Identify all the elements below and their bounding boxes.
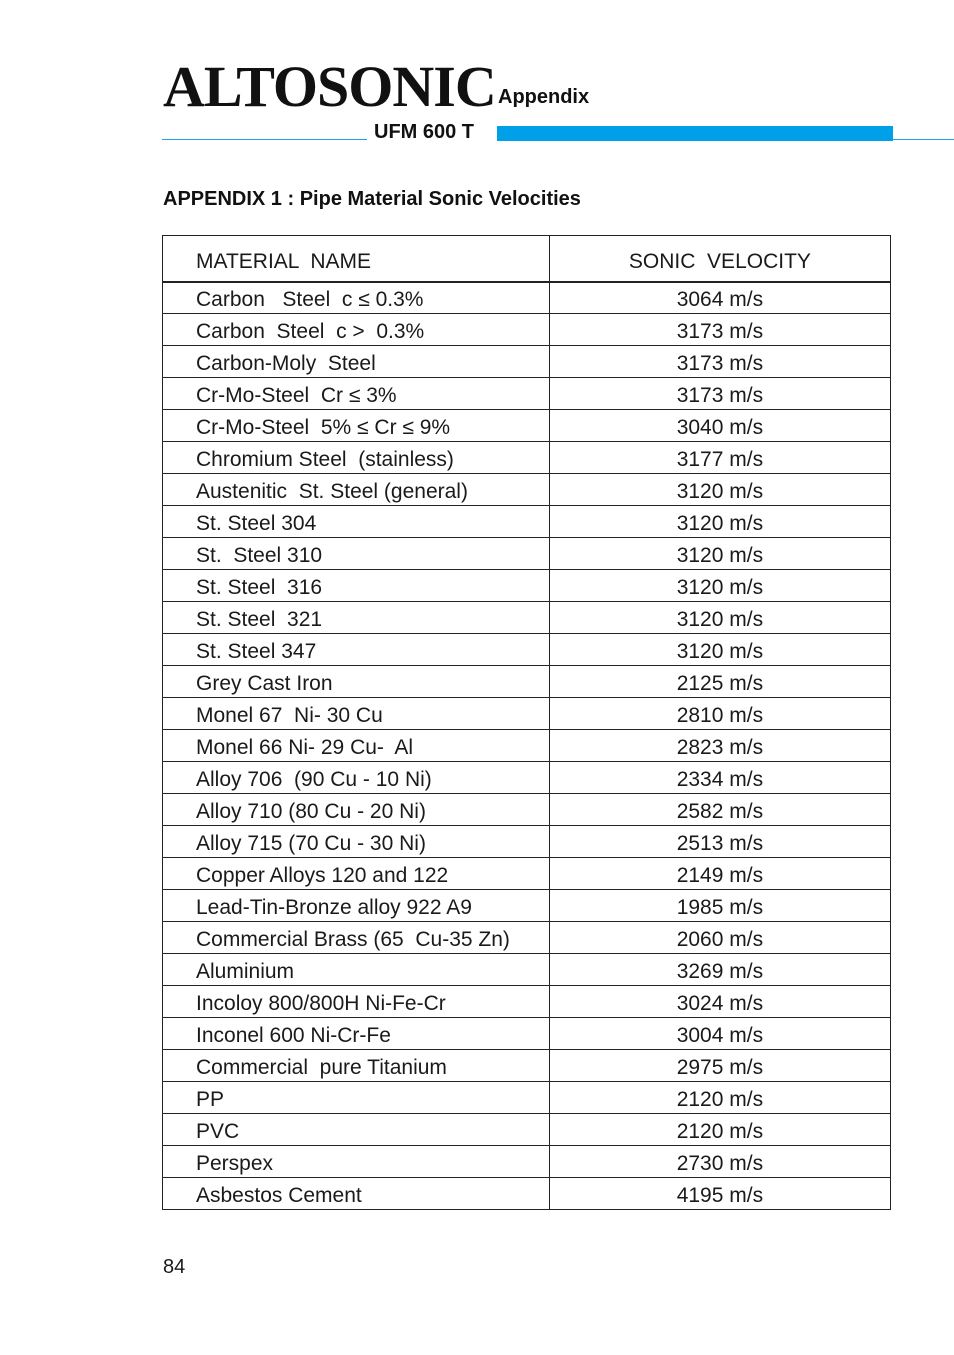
material-name-cell: St. Steel 310 bbox=[163, 538, 550, 570]
header-rule-right bbox=[893, 139, 954, 140]
model-label: UFM 600 T bbox=[374, 121, 475, 143]
brand-logo-text: ALTOSONIC bbox=[163, 54, 496, 119]
sonic-velocity-cell: 2060 m/s bbox=[549, 922, 890, 954]
sonic-velocity-cell: 3004 m/s bbox=[549, 1018, 890, 1050]
brand-subtitle: Appendix bbox=[498, 86, 590, 108]
material-name-cell: Inconel 600 Ni-Cr-Fe bbox=[163, 1018, 550, 1050]
sonic-velocity-cell: 3269 m/s bbox=[549, 954, 890, 986]
material-name-cell: Alloy 706 (90 Cu - 10 Ni) bbox=[163, 762, 550, 794]
table-row bbox=[163, 1050, 891, 1082]
table-row bbox=[163, 314, 891, 346]
table-row bbox=[163, 1178, 891, 1210]
table-row bbox=[163, 1114, 891, 1146]
table-row bbox=[163, 442, 891, 474]
sonic-velocity-cell: 2513 m/s bbox=[549, 826, 890, 858]
sonic-velocity-cell: 3040 m/s bbox=[549, 410, 890, 442]
column-header-material: MATERIAL NAME bbox=[163, 236, 550, 282]
sonic-velocity-cell: 3120 m/s bbox=[549, 634, 890, 666]
material-name-cell: PVC bbox=[163, 1114, 550, 1146]
material-name-cell: Incoloy 800/800H Ni-Fe-Cr bbox=[163, 986, 550, 1018]
sonic-velocity-cell: 2730 m/s bbox=[549, 1146, 890, 1178]
table-row bbox=[163, 666, 891, 698]
material-name-cell: Austenitic St. Steel (general) bbox=[163, 474, 550, 506]
header-rule-left bbox=[162, 139, 367, 140]
material-name-cell: Monel 66 Ni- 29 Cu- Al bbox=[163, 730, 550, 762]
sonic-velocity-cell: 3064 m/s bbox=[549, 282, 890, 314]
table-header-row bbox=[163, 236, 891, 282]
table-row bbox=[163, 634, 891, 666]
material-name-cell: St. Steel 321 bbox=[163, 602, 550, 634]
material-name-cell: Commercial pure Titanium bbox=[163, 1050, 550, 1082]
material-name-cell: Alloy 715 (70 Cu - 30 Ni) bbox=[163, 826, 550, 858]
sonic-velocity-cell: 4195 m/s bbox=[549, 1178, 890, 1210]
table-row bbox=[163, 954, 891, 986]
table-row bbox=[163, 410, 891, 442]
material-name-cell: St. Steel 304 bbox=[163, 506, 550, 538]
sonic-velocity-cell: 3173 m/s bbox=[549, 378, 890, 410]
sonic-velocity-cell: 2149 m/s bbox=[549, 858, 890, 890]
material-name-cell: Cr-Mo-Steel 5% ≤ Cr ≤ 9% bbox=[163, 410, 550, 442]
header-accent-bar bbox=[497, 126, 893, 141]
material-name-cell: St. Steel 347 bbox=[163, 634, 550, 666]
sonic-velocity-cell: 3120 m/s bbox=[549, 474, 890, 506]
table-row bbox=[163, 282, 891, 314]
table-row bbox=[163, 1146, 891, 1178]
sonic-velocity-cell: 2334 m/s bbox=[549, 762, 890, 794]
sonic-velocity-cell: 2810 m/s bbox=[549, 698, 890, 730]
sonic-velocity-cell: 3120 m/s bbox=[549, 506, 890, 538]
sonic-velocity-cell: 3173 m/s bbox=[549, 314, 890, 346]
table-row bbox=[163, 858, 891, 890]
table-row bbox=[163, 698, 891, 730]
sonic-velocity-cell: 3120 m/s bbox=[549, 570, 890, 602]
table-row bbox=[163, 794, 891, 826]
sonic-velocity-cell: 2120 m/s bbox=[549, 1114, 890, 1146]
material-name-cell: Chromium Steel (stainless) bbox=[163, 442, 550, 474]
material-name-cell: Copper Alloys 120 and 122 bbox=[163, 858, 550, 890]
material-name-cell: Asbestos Cement bbox=[163, 1178, 550, 1210]
material-name-cell: Carbon-Moly Steel bbox=[163, 346, 550, 378]
column-header-velocity: SONIC VELOCITY bbox=[549, 236, 890, 282]
section-title: APPENDIX 1 : Pipe Material Sonic Velocities bbox=[163, 188, 581, 210]
table-row bbox=[163, 922, 891, 954]
material-name-cell: Grey Cast Iron bbox=[163, 666, 550, 698]
sonic-velocity-cell: 3120 m/s bbox=[549, 538, 890, 570]
table-row bbox=[163, 602, 891, 634]
material-name-cell: Perspex bbox=[163, 1146, 550, 1178]
material-name-cell: Aluminium bbox=[163, 954, 550, 986]
table-row bbox=[163, 890, 891, 922]
table-row bbox=[163, 1082, 891, 1114]
sonic-velocity-cell: 2975 m/s bbox=[549, 1050, 890, 1082]
material-name-cell: Monel 67 Ni- 30 Cu bbox=[163, 698, 550, 730]
material-name-cell: Cr-Mo-Steel Cr ≤ 3% bbox=[163, 378, 550, 410]
sonic-velocity-cell: 2582 m/s bbox=[549, 794, 890, 826]
sonic-velocity-cell: 2125 m/s bbox=[549, 666, 890, 698]
page-number: 84 bbox=[163, 1256, 186, 1278]
sonic-velocity-cell: 3173 m/s bbox=[549, 346, 890, 378]
table-row bbox=[163, 762, 891, 794]
material-name-cell: St. Steel 316 bbox=[163, 570, 550, 602]
table-row bbox=[163, 378, 891, 410]
material-name-cell: PP bbox=[163, 1082, 550, 1114]
table-row bbox=[163, 826, 891, 858]
table-row bbox=[163, 474, 891, 506]
material-name-cell: Alloy 710 (80 Cu - 20 Ni) bbox=[163, 794, 550, 826]
material-name-cell: Carbon Steel c ≤ 0.3% bbox=[163, 282, 550, 314]
sonic-velocity-cell: 3177 m/s bbox=[549, 442, 890, 474]
table-row bbox=[163, 570, 891, 602]
table-row bbox=[163, 986, 891, 1018]
sonic-velocity-cell: 2823 m/s bbox=[549, 730, 890, 762]
sonic-velocity-cell: 1985 m/s bbox=[549, 890, 890, 922]
table-row bbox=[163, 538, 891, 570]
table-row bbox=[163, 730, 891, 762]
table-row bbox=[163, 506, 891, 538]
material-name-cell: Commercial Brass (65 Cu-35 Zn) bbox=[163, 922, 550, 954]
sonic-velocity-cell: 3024 m/s bbox=[549, 986, 890, 1018]
table-row bbox=[163, 1018, 891, 1050]
material-name-cell: Lead-Tin-Bronze alloy 922 A9 bbox=[163, 890, 550, 922]
sonic-velocity-table bbox=[162, 235, 891, 1210]
material-name-cell: Carbon Steel c > 0.3% bbox=[163, 314, 550, 346]
table-row bbox=[163, 346, 891, 378]
sonic-velocity-cell: 2120 m/s bbox=[549, 1082, 890, 1114]
sonic-velocity-cell: 3120 m/s bbox=[549, 602, 890, 634]
